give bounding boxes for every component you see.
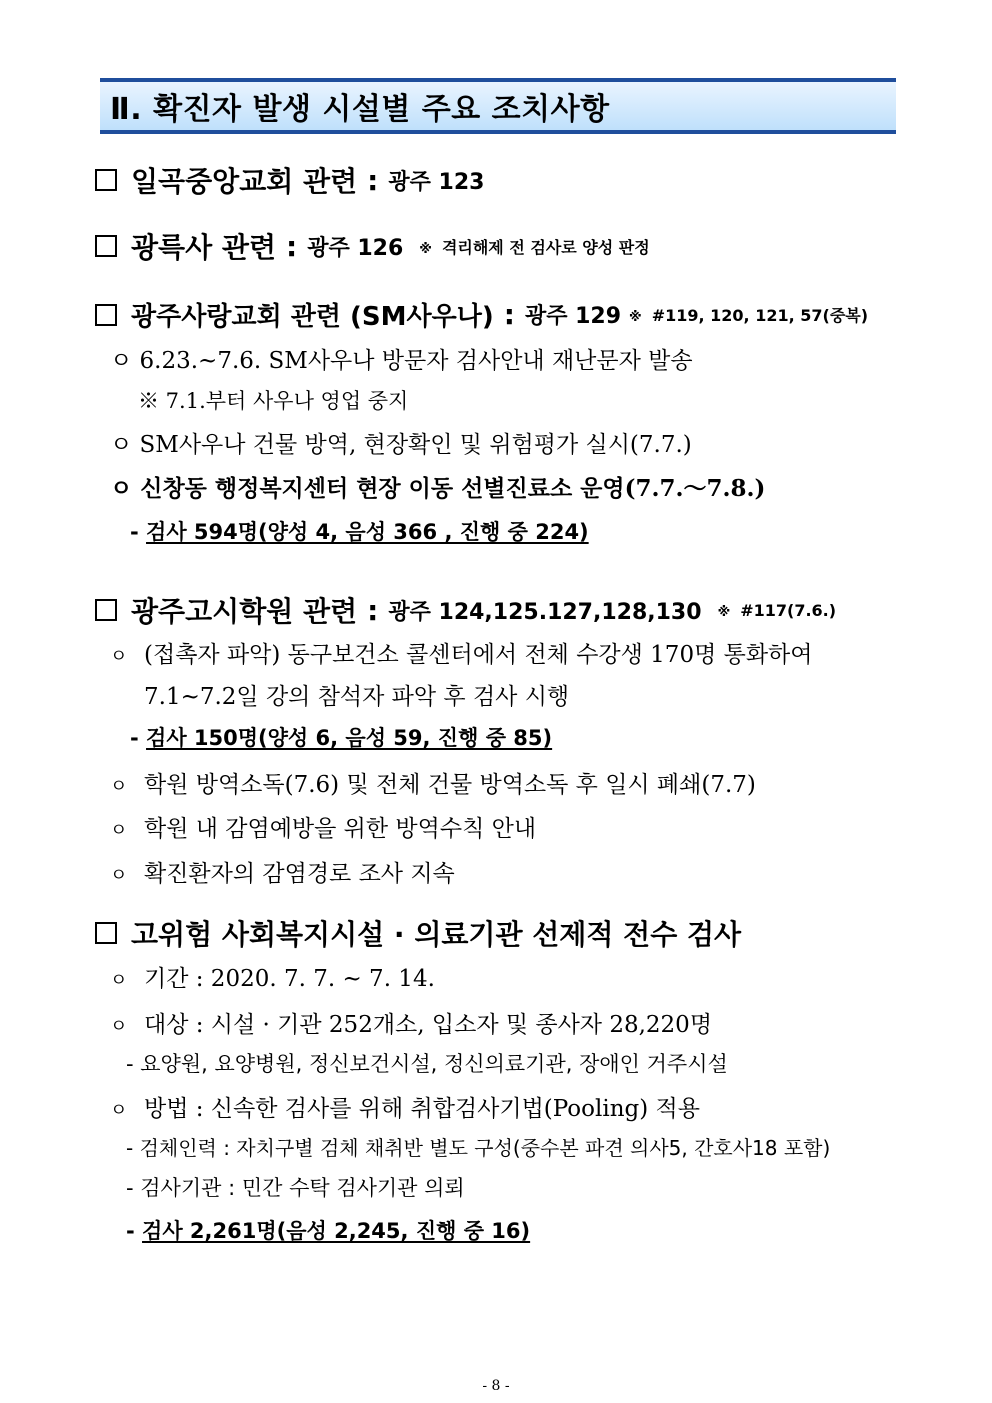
test-summary: 검사 2,261명(음성 2,245, 진행 중 16) xyxy=(142,1219,531,1243)
bullet-icon: ㅇ xyxy=(110,970,128,991)
bullet-icon: ㅇ xyxy=(110,646,128,667)
list-item: ㅇ SM사우나 건물 방역, 현장확인 및 위험평가 실시(7.7.) xyxy=(110,432,692,458)
heading-title: 일곡중앙교회 관련 xyxy=(131,165,358,198)
list-note: ※ 7.1.부터 사우나 영업 중지 xyxy=(138,389,409,413)
list-item: ㅇ (접촉자 파악) 동구보건소 콜센터에서 전체 수강생 170명 통화하여 xyxy=(110,642,813,668)
heading-case-code: 광주 129 xyxy=(524,304,622,329)
bullet-icon: ㅇ xyxy=(110,1016,128,1037)
list-sub-item: - 검사기관 : 민간 수탁 검사기관 의뢰 xyxy=(126,1176,465,1200)
list-sub-item: - 검사 150명(양성 6, 음성 59, 진행 중 85) xyxy=(130,726,553,750)
checkbox-square-icon xyxy=(95,169,117,191)
heading-title: 광주사랑교회 관련 (SM사우나) xyxy=(131,302,494,332)
heading-colon: : xyxy=(367,163,379,197)
bullet-icon: ㅇ xyxy=(110,865,128,886)
list-item: ㅇ 학원 방역소독(7.6) 및 전체 건물 방역소독 후 일시 폐쇄(7.7) xyxy=(110,772,756,798)
section-heading-ilgok xyxy=(95,160,484,200)
bullet-icon: ㅇ xyxy=(110,1100,128,1121)
list-item: ㅇ 기간 : 2020. 7. 7. ~ 7. 14. xyxy=(110,966,435,992)
list-sub-item: - 요양원, 요양병원, 정신보건시설, 정신의료기관, 장애인 거주시설 xyxy=(126,1052,728,1076)
heading-case-code: 광주 123 xyxy=(388,169,485,195)
checkbox-square-icon xyxy=(95,599,117,621)
list-item: ㅇ 신창동 행정복지센터 현장 이동 선별진료소 운영(7.7.～7.8.) xyxy=(110,475,766,502)
list-item: ㅇ 확진환자의 감염경로 조사 지속 xyxy=(110,861,455,887)
reference-mark-icon: ※ xyxy=(717,604,731,620)
bullet-icon: ㅇ xyxy=(110,776,128,797)
heading-title: 고위험 사회복지시설 · 의료기관 선제적 전수 검사 xyxy=(131,918,742,951)
list-item: ㅇ 6.23.~7.6. SM사우나 방문자 검사안내 재난문자 발송 xyxy=(110,348,693,374)
heading-case-code: 광주 126 xyxy=(307,235,404,261)
reference-mark-icon: ※ xyxy=(419,241,432,257)
list-item: ㅇ 학원 내 감염예방을 위한 방역수칙 안내 xyxy=(110,816,537,842)
checkbox-square-icon xyxy=(95,922,117,944)
heading-colon: : xyxy=(503,298,515,331)
heading-note: ※ #119, 120, 121, 57(중복) xyxy=(629,306,869,325)
list-item-continuation: 7.1~7.2일 강의 참석자 파악 후 검사 시행 xyxy=(144,684,570,710)
list-sub-item: - 검사 594명(양성 4, 음성 366 , 진행 중 224) xyxy=(130,520,589,544)
heading-case-code: 광주 124,125.127,128,130 xyxy=(388,599,702,625)
checkbox-square-icon xyxy=(95,235,117,257)
heading-colon: : xyxy=(286,229,298,263)
list-item: ㅇ 방법 : 신속한 검사를 위해 취합검사기법(Pooling) 적용 xyxy=(110,1096,700,1122)
test-summary: 검사 150명(양성 6, 음성 59, 진행 중 85) xyxy=(146,726,553,750)
section-heading-sarang-church xyxy=(95,296,868,333)
list-sub-item: - 검체인력 : 자치구별 검체 채취반 별도 구성(중수본 파견 의사5, 간호사18 포함) xyxy=(126,1136,831,1160)
page-number: - 8 - xyxy=(482,1378,510,1394)
heading-title: 광륵사 관련 xyxy=(131,231,276,264)
heading-colon: : xyxy=(367,593,379,627)
section-heading-high-risk-facilities xyxy=(95,913,741,953)
checkbox-square-icon xyxy=(95,304,117,326)
heading-note: ※ #117(7.6.) xyxy=(717,600,837,620)
test-summary: 검사 594명(양성 4, 음성 366 , 진행 중 224) xyxy=(146,520,589,544)
list-item: ㅇ 대상 : 시설 · 기관 252개소, 입소자 및 종사자 28,220명 xyxy=(110,1012,713,1038)
section-heading-gwangreuksa xyxy=(95,226,650,266)
heading-title: 광주고시학원 관련 xyxy=(131,595,358,628)
bullet-icon: ㅇ xyxy=(110,820,128,841)
list-sub-item: - 검사 2,261명(음성 2,245, 진행 중 16) xyxy=(126,1219,531,1243)
heading-note: ※ 격리해제 전 검사로 양성 판정 xyxy=(419,237,650,257)
page-title: Ⅱ. 확진자 발생 시설별 주요 조치사항 xyxy=(110,92,610,127)
section-heading-gosi-academy xyxy=(95,590,836,630)
reference-mark-icon: ※ xyxy=(629,310,642,325)
